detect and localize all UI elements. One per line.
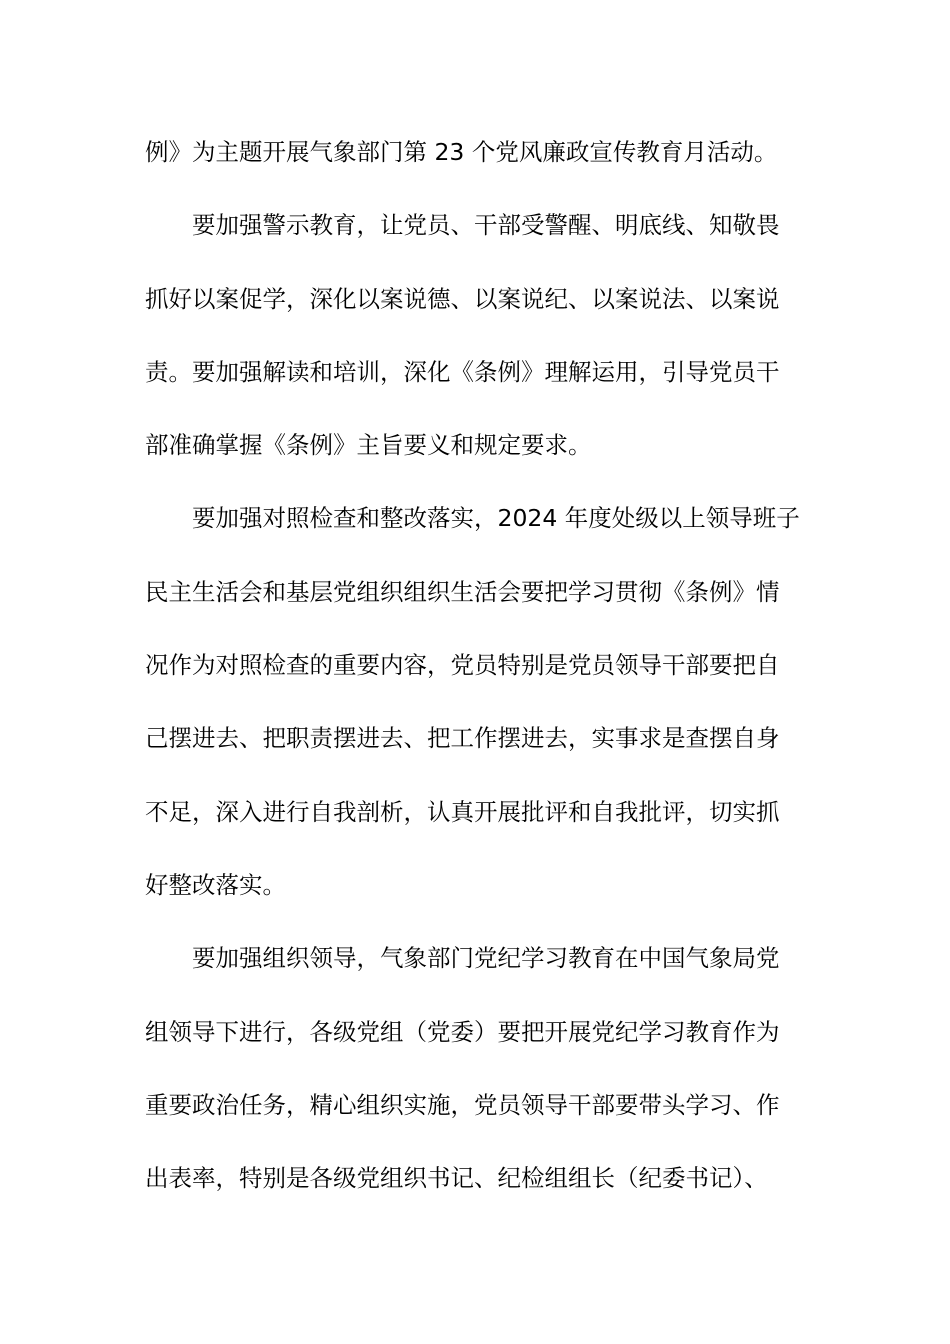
text-line-10: 不足，深入进行自我剖析，认真开展批评和自我批评，切实抓 [145,797,780,826]
text-line-14: 重要政治任务，精心组织实施，党员领导干部要带头学习、作 [145,1090,780,1119]
body-text [145,126,810,1225]
text-line-15: 出表率，特别是各级党组织书记、纪检组组长（纪委书记）、 [145,1164,768,1193]
text-line-5: 部准确掌握《条例》主旨要义和规定要求。 [145,431,592,460]
text-line-9: 己摆进去、把职责摆进去、把工作摆进去，实事求是查摆自身 [145,724,780,753]
text-line-11: 好整改落实。 [145,870,286,899]
paragraph-start-line-6: 要加强对照检查和整改落实，2024 年度处级以上领导班子 [192,504,800,533]
text-line-7: 民主生活会和基层党组织组织生活会要把学习贯彻《条例》情 [145,577,780,606]
paragraph-start-line-2: 要加强警示教育，让党员、干部受警醒、明底线、知敬畏 [192,211,780,240]
paragraph-start-line-12: 要加强组织领导，气象部门党纪学习教育在中国气象局党 [192,944,780,973]
text-line-8: 况作为对照检查的重要内容，党员特别是党员领导干部要把自 [145,651,780,680]
text-line-13: 组领导下进行，各级党组（党委）要把开展党纪学习教育作为 [145,1017,780,1046]
text-line-4: 责。要加强解读和培训，深化《条例》理解运用，引导党员干 [145,357,780,386]
text-line-3: 抓好以案促学，深化以案说德、以案说纪、以案说法、以案说 [145,284,780,313]
text-line-1: 例》为主题开展气象部门第 23 个党风廉政宣传教育月活动。 [145,138,778,166]
